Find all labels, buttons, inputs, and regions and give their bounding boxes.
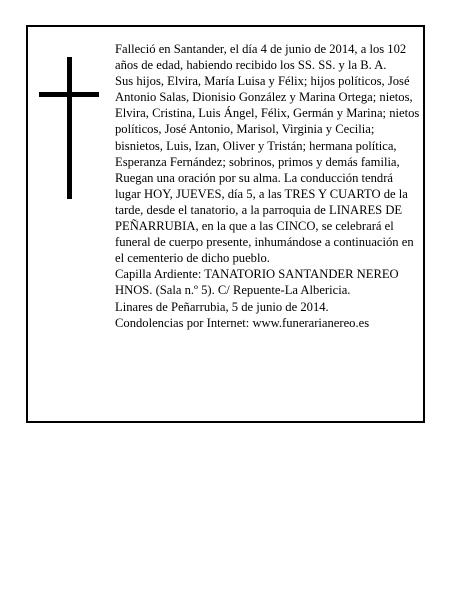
cross-vertical-bar — [67, 57, 72, 199]
family-list: Sus hijos, Elvira, María Luisa y Félix; hijos políticos, José Antonio Salas, Dionisio González y Marina Ortega; nietos, Elvira, Cristina, Luis Ángel, Félix, Germán y Marina; nietos políticos, José Antonio, Marisol, Virginia y Cecilia; bisnietos, Luis, Izan, Oliver y Tristán; hermana política, Esperanza Fernández; sobrinos, primos y demás familia, — [115, 74, 420, 169]
cross-horizontal-bar — [39, 92, 99, 97]
place-date: Linares de Peñarrubia, 5 de junio de 2014. — [115, 299, 329, 314]
condolences-line: Condolencias por Internet: www.funerarianereo.es — [115, 315, 370, 330]
death-announcement: Falleció en Santander, el día 4 de junio de 2014, a los 102 años de edad, habiendo recibido los SS. SS. y la B. A. — [115, 42, 407, 73]
notice-text — [115, 41, 421, 331]
obituary-notice — [26, 25, 425, 423]
cross-icon — [39, 57, 99, 199]
chapel-info: Capilla Ardiente: TANATORIO SANTANDER NEREO HNOS. (Sala n.º 5). C/ Repuente-La Albericia. — [115, 267, 399, 298]
funeral-details: Ruegan una oración por su alma. La conducción tendrá lugar HOY, JUEVES, día 5, a las TRES Y CUARTO de la tarde, desde el tanatorio, a la parroquia de LINARES DE PEÑARRUBIA, en la que a las CINCO, se celebrará el funeral de cuerpo presente, inhumándose a continuación en el cementerio de dicho pueblo. — [115, 170, 414, 266]
